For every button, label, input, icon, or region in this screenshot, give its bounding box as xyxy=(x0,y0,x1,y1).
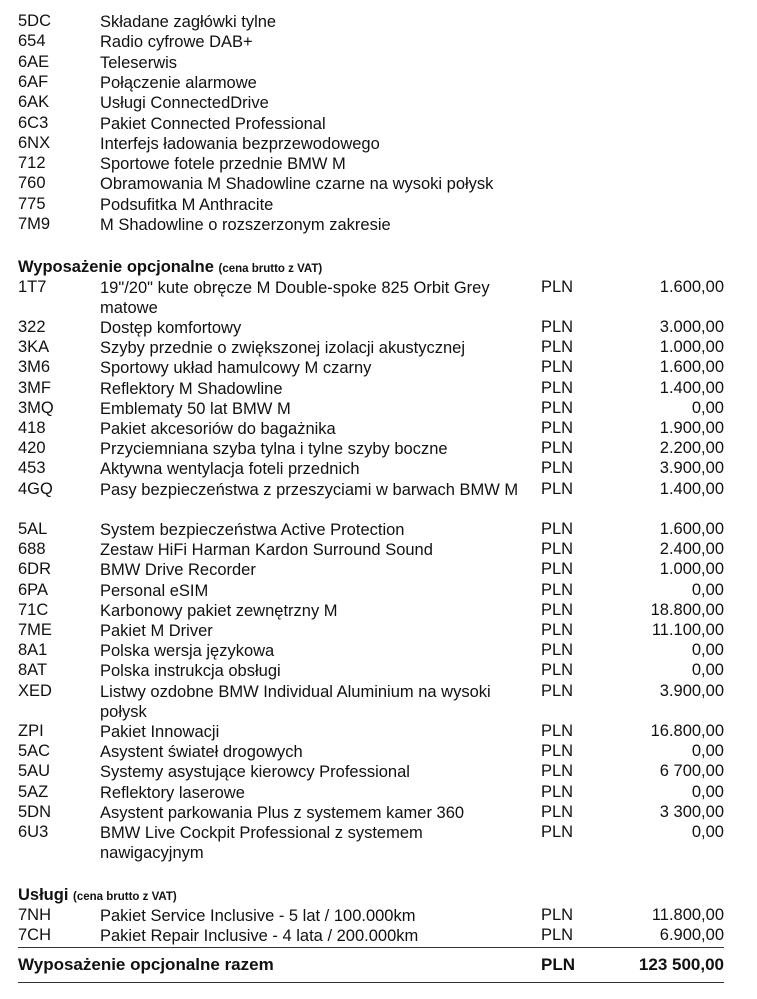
item-description: Podsufitka M Anthracite xyxy=(100,195,274,214)
item-price: 3.900,00 xyxy=(659,681,724,700)
item-currency: PLN xyxy=(541,926,574,945)
item-code: 418 xyxy=(18,419,46,437)
item-price: 0,00 xyxy=(691,742,724,761)
item-price: 1.400,00 xyxy=(659,479,724,498)
item-code: 3M6 xyxy=(18,358,51,377)
item-description: Pakiet Repair Inclusive - 4 lata / 200.000km xyxy=(100,927,419,946)
item-currency: PLN xyxy=(541,419,574,437)
section-heading-services xyxy=(18,886,177,905)
item-code: 5AU xyxy=(18,762,51,781)
item-description: Listwy ozdobne BMW Individual Aluminium na wysoki połysk xyxy=(100,682,491,721)
item-price: 18.800,00 xyxy=(650,600,724,619)
section-heading-optional xyxy=(18,258,322,277)
item-code: 8A1 xyxy=(18,641,48,660)
item-code: 775 xyxy=(18,194,46,213)
item-code: 6AE xyxy=(18,52,50,71)
item-code: 5DN xyxy=(18,802,52,821)
item-currency: PLN xyxy=(541,459,574,478)
item-price: 0,00 xyxy=(691,782,724,801)
item-price: 0,00 xyxy=(691,661,724,680)
item-description: Przyciemniana szyba tylna i tylne szyby boczne xyxy=(100,440,448,459)
item-description: System bezpieczeństwa Active Protection xyxy=(100,521,405,539)
item-price: 3 300,00 xyxy=(659,802,724,821)
item-currency: PLN xyxy=(541,580,574,599)
item-description: Sportowy układ hamulcowy M czarny xyxy=(100,359,372,378)
item-description: Dostęp komfortowy xyxy=(100,319,242,337)
item-code: ZPI xyxy=(18,722,44,740)
item-price: 6 700,00 xyxy=(659,762,724,781)
section-note: (cena brutto z VAT) xyxy=(218,263,323,275)
item-price: 2.200,00 xyxy=(659,439,724,458)
item-code: XED xyxy=(18,681,52,700)
item-code: 8AT xyxy=(18,661,48,680)
section-note: (cena brutto z VAT) xyxy=(73,891,177,903)
divider xyxy=(18,947,724,948)
item-code: 6DR xyxy=(18,560,52,579)
item-currency: PLN xyxy=(541,318,574,336)
item-code: 7ME xyxy=(18,621,52,639)
item-code: 654 xyxy=(18,32,46,51)
item-price: 0,00 xyxy=(691,580,724,599)
item-currency: PLN xyxy=(541,742,574,761)
item-description: Karbonowy pakiet zewnętrzny M xyxy=(100,601,338,620)
item-code: 6AF xyxy=(18,72,49,91)
item-currency: PLN xyxy=(541,722,574,740)
item-price: 1.000,00 xyxy=(659,338,724,357)
item-price: 3.900,00 xyxy=(659,459,724,478)
item-currency: PLN xyxy=(541,782,574,801)
item-code: 3KA xyxy=(18,338,50,357)
item-price: 1.900,00 xyxy=(659,419,724,437)
item-currency: PLN xyxy=(541,520,574,538)
item-code: 6NX xyxy=(18,133,51,152)
item-currency: PLN xyxy=(541,802,574,821)
section-title: Usługi xyxy=(18,886,69,904)
total-currency: PLN xyxy=(541,955,575,974)
item-price: 3.000,00 xyxy=(659,318,724,336)
item-description: Teleserwis xyxy=(100,53,178,72)
item-description: Emblematy 50 lat BMW M xyxy=(100,399,291,418)
item-price: 11.800,00 xyxy=(651,906,724,924)
item-price: 1.400,00 xyxy=(659,378,724,397)
item-currency: PLN xyxy=(541,762,574,781)
item-description: Pakiet Innowacji xyxy=(100,723,220,741)
item-currency: PLN xyxy=(541,621,574,639)
item-currency: PLN xyxy=(541,479,574,498)
total-label: Wyposażenie opcjonalne razem xyxy=(18,955,274,974)
item-code: 712 xyxy=(18,154,46,173)
item-price: 1.000,00 xyxy=(659,560,724,579)
item-currency: PLN xyxy=(541,278,574,296)
item-code: 5AZ xyxy=(18,782,49,801)
item-description: BMW Drive Recorder xyxy=(100,561,256,580)
section-title: Wyposażenie opcjonalne xyxy=(18,258,214,276)
item-price: 11.100,00 xyxy=(651,621,724,639)
item-currency: PLN xyxy=(541,661,574,680)
item-description: Asystent świateł drogowych xyxy=(100,743,303,762)
item-code: 3MQ xyxy=(18,398,54,417)
item-code: 420 xyxy=(18,439,46,458)
item-currency: PLN xyxy=(541,906,574,924)
item-code: 322 xyxy=(18,318,46,336)
item-description: Personal eSIM xyxy=(100,581,209,600)
item-code: 3MF xyxy=(18,378,51,397)
item-code: 4GQ xyxy=(18,479,53,498)
item-description: Zestaw HiFi Harman Kardon Surround Sound xyxy=(100,541,433,560)
item-description: Radio cyfrowe DAB+ xyxy=(100,33,253,52)
item-description: Polska instrukcja obsługi xyxy=(100,662,281,681)
item-currency: PLN xyxy=(541,398,574,417)
item-description: Składane zagłówki tylne xyxy=(100,13,277,31)
item-price: 1.600,00 xyxy=(659,358,724,377)
item-code: 7CH xyxy=(18,926,52,945)
item-currency: PLN xyxy=(541,681,574,700)
item-description: Obramowania M Shadowline czarne na wysoki połysk xyxy=(100,175,494,194)
item-code: 5DC xyxy=(18,12,52,30)
item-description: Aktywna wentylacja foteli przednich xyxy=(100,460,360,479)
item-currency: PLN xyxy=(541,378,574,397)
item-code: 6U3 xyxy=(18,823,49,841)
item-code: 71C xyxy=(18,600,49,619)
item-description: M Shadowline o rozszerzonym zakresie xyxy=(100,216,391,234)
item-code: 688 xyxy=(18,540,46,559)
item-description: Pakiet M Driver xyxy=(100,622,213,640)
item-code: 6C3 xyxy=(18,113,49,132)
item-description: Interfejs ładowania bezprzewodowego xyxy=(100,134,380,153)
item-code: 1T7 xyxy=(18,278,47,296)
item-code: 760 xyxy=(18,174,46,193)
item-price: 0,00 xyxy=(691,641,724,660)
item-code: 453 xyxy=(18,459,46,478)
item-code: 7NH xyxy=(18,906,52,924)
item-currency: PLN xyxy=(541,560,574,579)
item-description: Sportowe fotele przednie BMW M xyxy=(100,155,346,174)
item-description: Połączenie alarmowe xyxy=(100,73,257,92)
item-description: 19"/20" kute obręcze M Double-spoke 825 Orbit Grey matowe xyxy=(100,279,490,318)
item-currency: PLN xyxy=(541,439,574,458)
total-price: 123 500,00 xyxy=(638,955,724,974)
item-price: 1.600,00 xyxy=(659,278,724,296)
item-description: Reflektory laserowe xyxy=(100,783,245,802)
item-description: Usługi ConnectedDrive xyxy=(100,94,269,113)
item-description: Asystent parkowania Plus z systemem kamer 360 xyxy=(100,803,465,822)
item-currency: PLN xyxy=(541,338,574,357)
item-description: Pakiet Service Inclusive - 5 lat / 100.000km xyxy=(100,907,416,925)
item-price: 2.400,00 xyxy=(659,540,724,559)
item-price: 1.600,00 xyxy=(659,520,724,538)
item-description: Systemy asystujące kierowcy Professional xyxy=(100,763,410,782)
item-price: 0,00 xyxy=(691,398,724,417)
item-currency: PLN xyxy=(541,358,574,377)
item-price: 6.900,00 xyxy=(659,926,724,945)
item-description: BMW Live Cockpit Professional z systemem nawigacyjnym xyxy=(100,824,423,863)
item-code: 5AL xyxy=(18,520,48,538)
item-description: Pakiet akcesoriów do bagażnika xyxy=(100,420,336,438)
item-description: Szyby przednie o zwiększonej izolacji akustycznej xyxy=(100,339,465,358)
item-description: Pasy bezpieczeństwa z przeszyciami w barwach BMW M xyxy=(100,480,519,499)
item-code: 6PA xyxy=(18,580,48,599)
item-currency: PLN xyxy=(541,600,574,619)
item-currency: PLN xyxy=(541,540,574,559)
item-currency: PLN xyxy=(541,823,574,841)
item-code: 5AC xyxy=(18,742,51,761)
item-currency: PLN xyxy=(541,641,574,660)
item-code: 6AK xyxy=(18,93,50,112)
item-price: 16.800,00 xyxy=(650,722,724,740)
item-description: Polska wersja językowa xyxy=(100,642,275,661)
item-description: Reflektory M Shadowline xyxy=(100,379,283,398)
item-code: 7M9 xyxy=(18,215,51,233)
divider xyxy=(18,982,724,983)
item-description: Pakiet Connected Professional xyxy=(100,114,326,133)
item-price: 0,00 xyxy=(691,823,724,841)
